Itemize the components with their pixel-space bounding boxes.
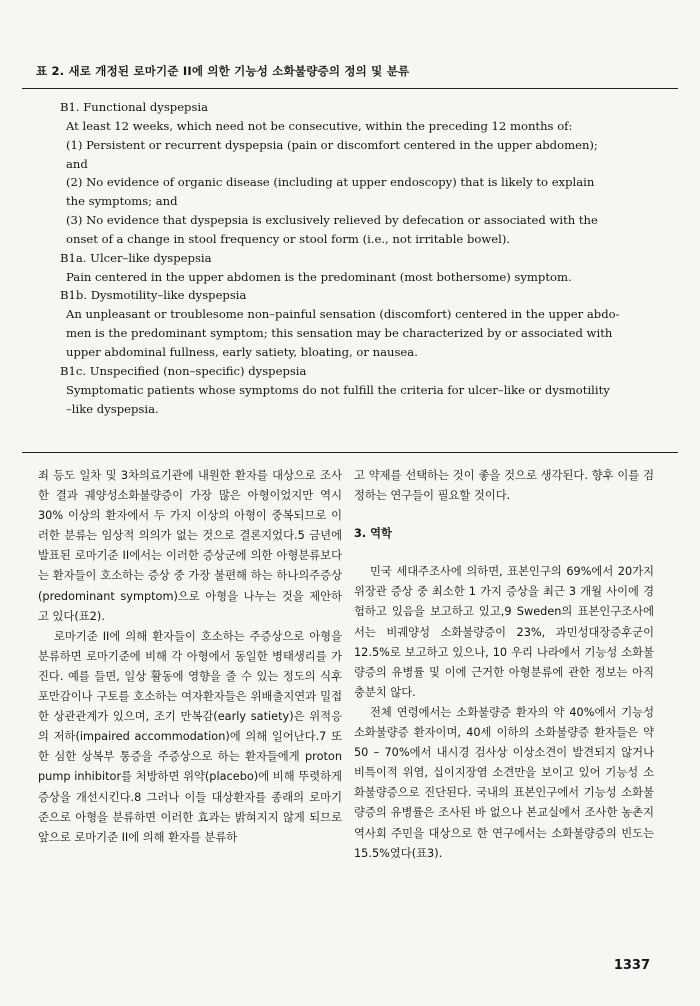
table-line-b1: B1. Functional dyspepsia [60,100,209,114]
table-line: –like dyspepsia. [66,401,159,416]
table-body [60,98,620,418]
table-line-b1a: B1a. Ulcer–like dyspepsia [60,250,212,265]
table-line: men is the predominant symptom; this sensation may be characterized by or associated with [66,326,613,341]
right-column [354,466,654,864]
table-line: Pain centered in the upper abdomen is the predominant (most bothersome) symptom. [66,269,572,284]
table-bottom-rule [22,452,678,453]
table-title: 표 2. 새로 개정된 로마기준 II에 의한 기능성 소화불량증의 정의 및 분류 [36,64,410,78]
table-line: Symptomatic patients whose symptoms do not fulfill the criteria for ulcer–like or dysmotility [66,382,610,397]
table-line: An unpleasant or troublesome non–painful sensation (discomfort) centered in the upper abdo- [66,307,620,322]
table-line: (2) No evidence of organic disease (including at upper endoscopy) that is likely to explain [66,175,595,190]
paragraph: 전체 연령에서는 소화불량증 환자의 약 40%에서 기능성 소화불량증 환자이며, 40세 이하의 소화불량증 환자들은 약 50 – 70%에서 내시경 검사상 이상소견이 발견되지 않거나 비특이적 위염, 십이지장염 소견만을 보이고 있어 기능성 소화불량증으로 진단된다. 국내의 표본인구에서 기능성 소화불량증의 유병률은 조사된 바 없으나 본교실에서 조사한 농촌지역사회 주민을 대상으로 한 연구에서는 소화불량증의 빈도는 15.5%였다(표3). [354,705,654,860]
table-line-b1b: B1b. Dysmotility–like dyspepsia [60,288,247,303]
table-line: At least 12 weeks, which need not be consecutive, within the preceding 12 months of: [66,118,573,133]
paragraph: 고 약제를 선택하는 것이 좋을 것으로 생각된다. 향후 이를 검정하는 연구들이 필요할 것이다. [354,469,654,503]
table-line: and [66,156,88,171]
paragraph: 로마기준 II에 의해 환자들이 호소하는 주증상으로 아형을 분류하면 로마기준에 비해 각 아형에서 동일한 병태생리를 가진다. 예를 들면, 일상 활동에 영향을 줄 수 있는 정도의 식후 포만감이나 구토를 호소하는 여자환자들은 위배출지연과 밀접한 상관관계가 있으며, 조기 만복감(early satiety)은 위적응의 저하(impaired accommodation)에 의해 일어난다.7 또한 심한 상복부 통증을 주증상으로 하는 환자들에게 proton pump inhibitor를 처방하면 위약(placebo)에 비해 뚜렷하게 증상을 개선시킨다.8 그러나 이들 대상환자를 종래의 로마기준으로 아형을 분류하면 이러한 효과는 밝혀지지 않게 되므로 앞으로 로마기준 II에 의해 환자를 분류하 [38,629,342,844]
table-line: the symptoms; and [66,194,178,209]
paragraph: 죄 등도 일차 및 3차의료기관에 내원한 환자를 대상으로 조사한 결과 궤양성소화불량증이 가장 많은 아형이었지만 역시 30% 이상의 환자에서 두 가지 이상의 아형이 중복되므로 이러한 분류는 임상적 의의가 없는 것으로 결론지었다.5 금년에 발표된 로마기준 II에서는 이러한 증상군에 의한 아형분류보다는 환자들이 호소하는 증상 중 가장 불편해 하는 하나의주증상(predominant symptom)으로 아형을 나누는 것을 제안하고 있다(표2). [38,469,342,623]
table-top-rule [22,88,678,89]
table-line: (1) Persistent or recurrent dyspepsia (pain or discomfort centered in the upper abdomen); [66,137,598,152]
paragraph: 민국 세대주조사에 의하면, 표본인구의 69%에서 20가지 위장관 증상 중 최소한 1 가지 증상을 최근 3 개월 사이에 경험하고 있음을 보고하고 있고,9 Sweden의 표본인구조사에서는 비궤양성 소화불량증이 23%, 과민성대장증후군이 12.5%로 보고하고 있으나, 10 우리 나라에서 기능성 소화불량증의 유병률 및 이에 근거한 아형분류에 관한 정보는 아직 충분치 않다. [354,565,654,699]
table-line: onset of a change in stool frequency or stool form (i.e., not irritable bowel). [66,231,511,246]
table-line: (3) No evidence that dyspepsia is exclusively relieved by defecation or associated with the [66,213,598,228]
section-heading: 3. 역학 [354,527,392,541]
page-number: 1337 [613,958,650,973]
left-column [38,466,342,848]
table-line: upper abdominal fullness, early satiety, bloating, or nausea. [66,344,418,359]
table-line-b1c: B1c. Unspecified (non–specific) dyspepsia [60,363,307,378]
